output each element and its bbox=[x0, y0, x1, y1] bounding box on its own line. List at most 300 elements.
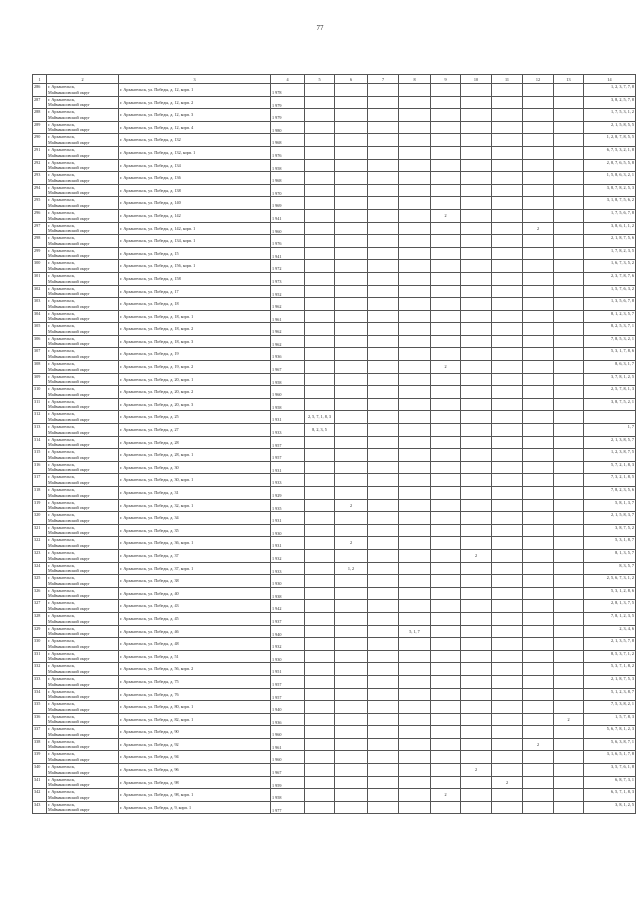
year-cell: 1 931 bbox=[271, 512, 305, 525]
col-12-cell bbox=[523, 713, 554, 726]
district-cell bbox=[47, 474, 119, 487]
col-8-cell bbox=[399, 600, 431, 613]
address-cell: г. Архангельск, ул. Победы, д. 140 bbox=[119, 197, 271, 210]
address-cell: г. Архангельск, ул. Победы, д. 48 bbox=[119, 638, 271, 651]
district-okrug: Майманксовский округ bbox=[48, 190, 90, 196]
address-cell: г. Архангельск, ул. Победы, д. 19, корп. 2 bbox=[119, 361, 271, 374]
district-cell bbox=[47, 524, 119, 537]
district-cell bbox=[47, 549, 119, 562]
code-cell: 2, 1, 3, 5, 7, 8 bbox=[584, 638, 636, 651]
col-7-cell bbox=[368, 424, 399, 437]
col-10-cell bbox=[461, 348, 492, 361]
col-7-cell bbox=[368, 675, 399, 688]
col-7-cell bbox=[368, 600, 399, 613]
col-8-cell bbox=[399, 121, 431, 134]
row-number-cell: 296 bbox=[33, 209, 47, 222]
address-cell: г. Архангельск, ул. Победы, д. 46 bbox=[119, 625, 271, 638]
col-7-cell bbox=[368, 361, 399, 374]
address-cell: г. Архангельск, ул. Победы, д. 56, корп. 2 bbox=[119, 663, 271, 676]
col-6-cell bbox=[335, 197, 368, 210]
col-9-cell bbox=[431, 84, 461, 97]
col-8-cell bbox=[399, 474, 431, 487]
col-9-cell bbox=[431, 650, 461, 663]
table-row bbox=[33, 524, 636, 537]
col-11-cell bbox=[492, 789, 523, 802]
district-city: г. Архангельск, bbox=[48, 789, 76, 795]
address-cell: г. Архангельск, ул. Победы, д. 132, корп. 1 bbox=[119, 146, 271, 159]
district-okrug: Майманксовский округ bbox=[48, 89, 90, 95]
year-cell: 1 931 bbox=[271, 537, 305, 550]
col-8-cell bbox=[399, 146, 431, 159]
col-7-cell bbox=[368, 298, 399, 311]
year-cell: 1 958 bbox=[271, 159, 305, 172]
address-cell: г. Архангельск, ул. Победы, д. 28 bbox=[119, 436, 271, 449]
col-7-cell bbox=[368, 625, 399, 638]
col-5-cell bbox=[305, 146, 335, 159]
year-cell: 1 957 bbox=[271, 436, 305, 449]
col-13-cell bbox=[554, 587, 584, 600]
col-11-cell bbox=[492, 386, 523, 399]
district-okrug: Майманксовский округ bbox=[48, 492, 90, 498]
col-12-cell bbox=[523, 361, 554, 374]
col-8-cell bbox=[399, 512, 431, 525]
col-12-cell bbox=[523, 638, 554, 651]
col-5-cell bbox=[305, 348, 335, 361]
row-number-cell: 289 bbox=[33, 121, 47, 134]
col-8-cell bbox=[399, 197, 431, 210]
col-8-cell bbox=[399, 298, 431, 311]
col-10-cell bbox=[461, 260, 492, 273]
code-cell: 5, 3, 7, 1, 8, 2 bbox=[584, 663, 636, 676]
district-city: г. Архангельск, bbox=[48, 285, 76, 291]
year-cell: 1 933 bbox=[271, 424, 305, 437]
address-cell: г. Архангельск, ул. Победы, д. 98 bbox=[119, 776, 271, 789]
year-cell: 1 960 bbox=[271, 726, 305, 739]
page-number: 77 bbox=[316, 24, 324, 32]
col-11-cell bbox=[492, 424, 523, 437]
col-5-cell bbox=[305, 751, 335, 764]
year-cell: 1 967 bbox=[271, 764, 305, 777]
table-row bbox=[33, 298, 636, 311]
col-8-cell bbox=[399, 675, 431, 688]
col-10-cell bbox=[461, 663, 492, 676]
col-12-cell bbox=[523, 688, 554, 701]
district-city: г. Архангельск, bbox=[48, 524, 76, 530]
address-cell: г. Архангельск, ул. Победы, д. 28, корп. 1 bbox=[119, 449, 271, 462]
table-row bbox=[33, 675, 636, 688]
col-6-cell bbox=[335, 398, 368, 411]
col-5-cell bbox=[305, 323, 335, 336]
code-cell: 2, 8, 1, 3, 7, 5 bbox=[584, 600, 636, 613]
district-city: г. Архангельск, bbox=[48, 159, 76, 165]
district-okrug: Майманксовский округ bbox=[48, 505, 90, 511]
year-cell: 1 952 bbox=[271, 285, 305, 298]
col-8-cell bbox=[399, 209, 431, 222]
district-city: г. Архангельск, bbox=[48, 738, 76, 744]
col-6-cell bbox=[335, 436, 368, 449]
col-5-cell bbox=[305, 549, 335, 562]
col-13-cell bbox=[554, 361, 584, 374]
address-cell: г. Архангельск, ул. Победы, д. 40 bbox=[119, 587, 271, 600]
col-11-cell bbox=[492, 449, 523, 462]
col-11-cell bbox=[492, 361, 523, 374]
col-10-cell bbox=[461, 323, 492, 336]
district-cell bbox=[47, 537, 119, 550]
col-9-cell bbox=[431, 776, 461, 789]
code-cell: 2, 5, 6, 7, 3, 1, 2 bbox=[584, 575, 636, 588]
table-row bbox=[33, 285, 636, 298]
col-7-cell bbox=[368, 335, 399, 348]
col-8-cell bbox=[399, 575, 431, 588]
table-row bbox=[33, 713, 636, 726]
col-9-cell bbox=[431, 247, 461, 260]
district-okrug: Майманксовский округ bbox=[48, 278, 90, 284]
code-cell: 1, 6, 7, 3, 5, 2 bbox=[584, 260, 636, 273]
col-10-cell bbox=[461, 121, 492, 134]
col-5-cell bbox=[305, 184, 335, 197]
col-10-cell bbox=[461, 298, 492, 311]
row-number-cell: 304 bbox=[33, 310, 47, 323]
column-header: 13 bbox=[554, 75, 584, 84]
year-cell: 1 958 bbox=[271, 398, 305, 411]
col-10-cell bbox=[461, 776, 492, 789]
year-cell: 1 960 bbox=[271, 386, 305, 399]
row-number-cell: 318 bbox=[33, 487, 47, 500]
district-city: г. Архангельск, bbox=[48, 335, 76, 341]
col-9-cell bbox=[431, 96, 461, 109]
col-7-cell bbox=[368, 109, 399, 122]
col-13-cell bbox=[554, 436, 584, 449]
district-city: г. Архангельск, bbox=[48, 398, 76, 404]
col-8-cell bbox=[399, 348, 431, 361]
col-10-cell bbox=[461, 184, 492, 197]
col-13-cell bbox=[554, 764, 584, 777]
col-12-cell bbox=[523, 197, 554, 210]
row-number-cell: 310 bbox=[33, 386, 47, 399]
table-row bbox=[33, 688, 636, 701]
col-8-cell bbox=[399, 361, 431, 374]
col-7-cell bbox=[368, 474, 399, 487]
col-5-cell: 2, 5, 7, 1, 8, 3 bbox=[305, 411, 335, 424]
row-number-cell: 340 bbox=[33, 764, 47, 777]
code-cell: 2, 5, 7, 8, 1, 3 bbox=[584, 386, 636, 399]
col-6-cell bbox=[335, 751, 368, 764]
col-9-cell bbox=[431, 398, 461, 411]
district-okrug: Майманксовский округ bbox=[48, 769, 90, 775]
table-row bbox=[33, 751, 636, 764]
district-cell bbox=[47, 436, 119, 449]
col-9-cell bbox=[431, 121, 461, 134]
code-cell: 2, 8, 7, 6, 5, 5, 8 bbox=[584, 159, 636, 172]
district-cell bbox=[47, 726, 119, 739]
district-okrug: Майманксовский округ bbox=[48, 102, 90, 108]
col-5-cell bbox=[305, 688, 335, 701]
col-8-cell bbox=[399, 222, 431, 235]
col-10-cell bbox=[461, 84, 492, 97]
col-10-cell bbox=[461, 197, 492, 210]
col-5-cell bbox=[305, 726, 335, 739]
code-cell: 1, 2, 3, 7, 7, 8 bbox=[584, 84, 636, 97]
col-8-cell bbox=[399, 260, 431, 273]
district-okrug: Майманксовский округ bbox=[48, 605, 90, 611]
address-cell: г. Архангельск, ул. Победы, д. 94 bbox=[119, 751, 271, 764]
year-cell: 1 937 bbox=[271, 612, 305, 625]
district-okrug: Майманксовский округ bbox=[48, 618, 90, 624]
address-cell: г. Архангельск, ул. Победы, д. 142 bbox=[119, 209, 271, 222]
district-okrug: Майманксовский округ bbox=[48, 568, 90, 574]
col-10-cell bbox=[461, 612, 492, 625]
table-row bbox=[33, 247, 636, 260]
col-6-cell bbox=[335, 638, 368, 651]
district-okrug: Майманксовский округ bbox=[48, 404, 90, 410]
district-cell bbox=[47, 285, 119, 298]
district-cell bbox=[47, 650, 119, 663]
col-7-cell bbox=[368, 373, 399, 386]
district-cell bbox=[47, 449, 119, 462]
district-cell bbox=[47, 638, 119, 651]
col-9-cell bbox=[431, 549, 461, 562]
col-11-cell bbox=[492, 84, 523, 97]
col-12-cell bbox=[523, 373, 554, 386]
col-12-cell bbox=[523, 474, 554, 487]
district-cell bbox=[47, 776, 119, 789]
col-12-cell bbox=[523, 386, 554, 399]
row-number-cell: 328 bbox=[33, 612, 47, 625]
col-9-cell bbox=[431, 461, 461, 474]
col-9-cell bbox=[431, 738, 461, 751]
year-cell: 1 933 bbox=[271, 562, 305, 575]
year-cell: 1 962 bbox=[271, 298, 305, 311]
address-cell: г. Архангельск, ул. Победы, д. 20, корп. 1 bbox=[119, 373, 271, 386]
col-8-cell bbox=[399, 247, 431, 260]
col-5-cell bbox=[305, 398, 335, 411]
district-okrug: Майманксовский округ bbox=[48, 643, 90, 649]
row-number-cell: 288 bbox=[33, 109, 47, 122]
table-row bbox=[33, 96, 636, 109]
year-cell: 1 957 bbox=[271, 449, 305, 462]
col-5-cell bbox=[305, 537, 335, 550]
col-6-cell bbox=[335, 461, 368, 474]
col-11-cell bbox=[492, 625, 523, 638]
col-8-cell bbox=[399, 310, 431, 323]
district-okrug: Майманксовский округ bbox=[48, 757, 90, 763]
col-13-cell bbox=[554, 512, 584, 525]
table-row bbox=[33, 499, 636, 512]
address-cell: г. Архангельск, ул. Победы, д. 18, корп. 3 bbox=[119, 335, 271, 348]
address-cell: г. Архангельск, ул. Победы, д. 96 bbox=[119, 764, 271, 777]
col-11-cell bbox=[492, 713, 523, 726]
col-8-cell bbox=[399, 436, 431, 449]
col-8-cell bbox=[399, 159, 431, 172]
col-5-cell bbox=[305, 524, 335, 537]
col-11-cell: 2 bbox=[492, 776, 523, 789]
col-13-cell bbox=[554, 235, 584, 248]
district-city: г. Архангельск, bbox=[48, 298, 76, 304]
col-5-cell bbox=[305, 197, 335, 210]
row-number-cell: 324 bbox=[33, 562, 47, 575]
year-cell: 1 931 bbox=[271, 461, 305, 474]
table-row bbox=[33, 146, 636, 159]
col-9-cell bbox=[431, 499, 461, 512]
district-city: г. Архангельск, bbox=[48, 222, 76, 228]
district-cell bbox=[47, 272, 119, 285]
col-9-cell bbox=[431, 159, 461, 172]
district-cell bbox=[47, 310, 119, 323]
col-8-cell bbox=[399, 134, 431, 147]
col-7-cell bbox=[368, 688, 399, 701]
year-cell: 1 969 bbox=[271, 197, 305, 210]
col-11-cell bbox=[492, 222, 523, 235]
district-city: г. Архангельск, bbox=[48, 663, 76, 669]
year-cell: 1 936 bbox=[271, 713, 305, 726]
code-cell: 3, 8, 7, 5, 2, 1 bbox=[584, 398, 636, 411]
col-6-cell bbox=[335, 688, 368, 701]
year-cell: 1 962 bbox=[271, 323, 305, 336]
code-cell: 1, 2, 3, 8, 7, 5 bbox=[584, 449, 636, 462]
col-7-cell bbox=[368, 272, 399, 285]
col-8-cell bbox=[399, 96, 431, 109]
district-cell bbox=[47, 587, 119, 600]
col-12-cell bbox=[523, 625, 554, 638]
col-12-cell bbox=[523, 726, 554, 739]
year-cell: 1 930 bbox=[271, 650, 305, 663]
col-7-cell bbox=[368, 562, 399, 575]
col-7-cell bbox=[368, 323, 399, 336]
table-row bbox=[33, 537, 636, 550]
col-6-cell bbox=[335, 172, 368, 185]
district-city: г. Архангельск, bbox=[48, 512, 76, 518]
col-12-cell bbox=[523, 209, 554, 222]
col-10-cell bbox=[461, 487, 492, 500]
col-7-cell bbox=[368, 663, 399, 676]
year-cell: 1 979 bbox=[271, 96, 305, 109]
col-11-cell bbox=[492, 184, 523, 197]
year-cell: 1 958 bbox=[271, 373, 305, 386]
col-7-cell bbox=[368, 411, 399, 424]
col-6-cell bbox=[335, 121, 368, 134]
district-okrug: Майманксовский округ bbox=[48, 240, 90, 246]
year-cell: 1 968 bbox=[271, 134, 305, 147]
col-12-cell bbox=[523, 84, 554, 97]
district-city: г. Архангельск, bbox=[48, 247, 76, 253]
col-7-cell bbox=[368, 701, 399, 714]
col-6-cell bbox=[335, 512, 368, 525]
col-5-cell bbox=[305, 789, 335, 802]
year-cell: 1 957 bbox=[271, 688, 305, 701]
address-cell: г. Архангельск, ул. Победы, д. 35 bbox=[119, 524, 271, 537]
col-5-cell bbox=[305, 587, 335, 600]
row-number-cell: 299 bbox=[33, 247, 47, 260]
col-9-cell bbox=[431, 751, 461, 764]
col-5-cell bbox=[305, 499, 335, 512]
district-city: г. Архангельск, bbox=[48, 537, 76, 543]
col-10-cell bbox=[461, 801, 492, 814]
col-5-cell bbox=[305, 738, 335, 751]
table-row bbox=[33, 801, 636, 814]
row-number-cell: 294 bbox=[33, 184, 47, 197]
col-13-cell bbox=[554, 172, 584, 185]
row-number-cell: 303 bbox=[33, 298, 47, 311]
col-10-cell bbox=[461, 524, 492, 537]
table-row bbox=[33, 134, 636, 147]
table-row bbox=[33, 398, 636, 411]
year-cell: 1 933 bbox=[271, 474, 305, 487]
col-8-cell: 5, 1, 7 bbox=[399, 625, 431, 638]
column-header: 1 bbox=[33, 75, 47, 84]
col-9-cell bbox=[431, 801, 461, 814]
col-9-cell bbox=[431, 487, 461, 500]
district-city: г. Архангельск, bbox=[48, 348, 76, 354]
district-cell bbox=[47, 172, 119, 185]
col-12-cell bbox=[523, 587, 554, 600]
row-number-cell: 286 bbox=[33, 84, 47, 97]
district-cell bbox=[47, 713, 119, 726]
col-5-cell bbox=[305, 625, 335, 638]
col-5-cell bbox=[305, 600, 335, 613]
district-okrug: Майманксовский округ bbox=[48, 429, 90, 435]
col-9-cell bbox=[431, 587, 461, 600]
col-11-cell bbox=[492, 96, 523, 109]
address-cell: г. Архангельск, ул. Победы, д. 34 bbox=[119, 512, 271, 525]
col-13-cell bbox=[554, 738, 584, 751]
col-10-cell bbox=[461, 272, 492, 285]
table-row bbox=[33, 575, 636, 588]
table-row bbox=[33, 738, 636, 751]
col-7-cell bbox=[368, 260, 399, 273]
col-7-cell bbox=[368, 801, 399, 814]
col-9-cell bbox=[431, 713, 461, 726]
col-12-cell: 2 bbox=[523, 738, 554, 751]
col-11-cell bbox=[492, 159, 523, 172]
row-number-cell: 329 bbox=[33, 625, 47, 638]
code-cell: 5, 6, 3, 8, 7, 1 bbox=[584, 738, 636, 751]
col-6-cell bbox=[335, 587, 368, 600]
col-12-cell bbox=[523, 96, 554, 109]
district-city: г. Архангельск, bbox=[48, 575, 76, 581]
col-12-cell bbox=[523, 449, 554, 462]
col-12-cell bbox=[523, 184, 554, 197]
col-5-cell bbox=[305, 638, 335, 651]
col-11-cell bbox=[492, 537, 523, 550]
col-13-cell bbox=[554, 121, 584, 134]
district-cell bbox=[47, 562, 119, 575]
col-8-cell bbox=[399, 373, 431, 386]
col-13-cell bbox=[554, 348, 584, 361]
district-city: г. Архангельск, bbox=[48, 600, 76, 606]
col-6-cell bbox=[335, 738, 368, 751]
col-8-cell bbox=[399, 801, 431, 814]
row-number-cell: 307 bbox=[33, 348, 47, 361]
col-10-cell bbox=[461, 625, 492, 638]
col-8-cell bbox=[399, 612, 431, 625]
code-cell: 3, 8, 7, 5, 2 bbox=[584, 524, 636, 537]
col-7-cell bbox=[368, 209, 399, 222]
col-10-cell bbox=[461, 159, 492, 172]
col-5-cell bbox=[305, 235, 335, 248]
table-row bbox=[33, 726, 636, 739]
column-header: 7 bbox=[368, 75, 399, 84]
col-13-cell bbox=[554, 638, 584, 651]
col-9-cell bbox=[431, 109, 461, 122]
table-row bbox=[33, 260, 636, 273]
col-13-cell bbox=[554, 247, 584, 260]
col-10-cell bbox=[461, 587, 492, 600]
col-6-cell bbox=[335, 801, 368, 814]
district-okrug: Майманксовский округ bbox=[48, 555, 90, 561]
col-9-cell bbox=[431, 562, 461, 575]
code-cell: 8, 6, 3, 1, 7 bbox=[584, 361, 636, 374]
col-12-cell bbox=[523, 398, 554, 411]
